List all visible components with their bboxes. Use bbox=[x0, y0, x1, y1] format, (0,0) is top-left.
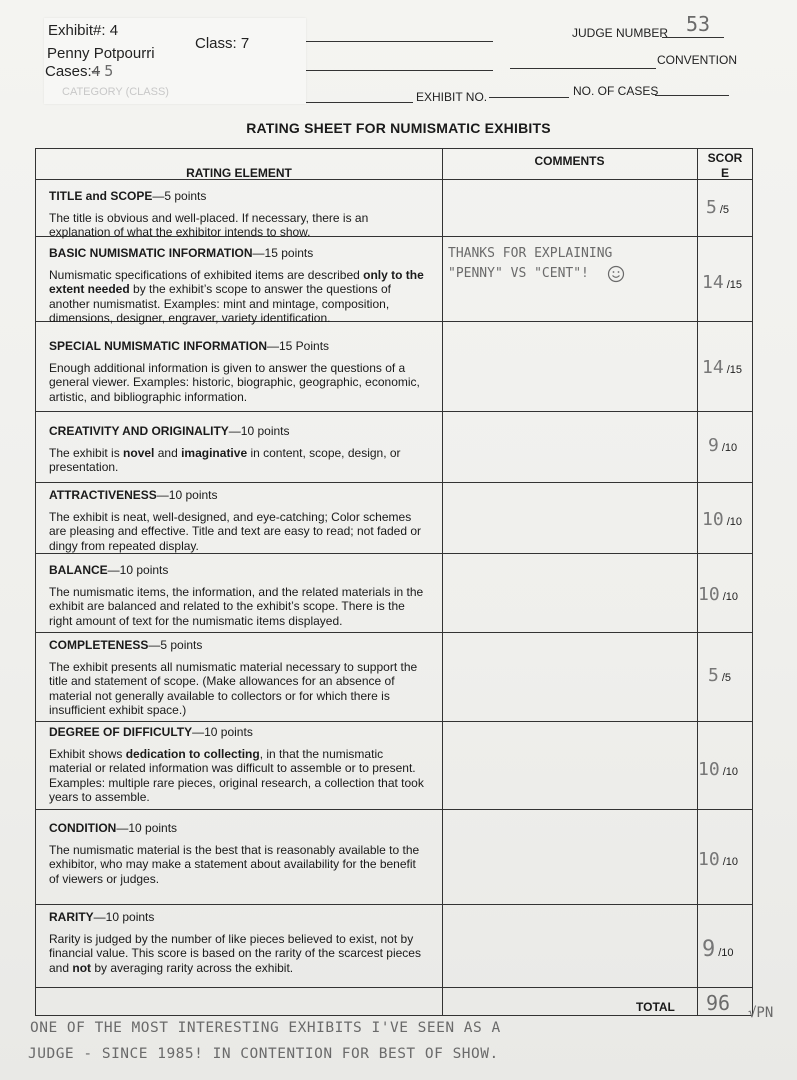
row-points: —10 points bbox=[192, 725, 253, 739]
row-description-cont: , in that the numismatic material or related information was difficult to assemble or to present. Examples: multiple rare pieces, original research, a collection that took years to assemble. bbox=[49, 746, 424, 804]
header-score-2: E bbox=[720, 166, 729, 180]
row-basic-numismatic-information bbox=[49, 246, 429, 326]
row-description: Numismatic specifications of exhibited items are described bbox=[49, 267, 364, 282]
row-description: The exhibit is bbox=[49, 445, 124, 460]
cases-prefix: Cases: bbox=[45, 63, 92, 80]
row-creativity-and-originality bbox=[49, 424, 429, 475]
score-value: 10 bbox=[698, 759, 720, 780]
row-points: —10 points bbox=[228, 424, 290, 438]
cases-crossed-value: 4 bbox=[91, 63, 101, 80]
convention-label: CONVENTION bbox=[657, 53, 738, 67]
score-max: /10 bbox=[726, 516, 742, 528]
row-description: The exhibit presents all numismatic material necessary to support the title and statement of scope. (Make allowances for an absence of material not generally available to collectors or for which there is insufficient exhibit space.) bbox=[49, 659, 418, 717]
row-points: —10 points bbox=[116, 821, 178, 835]
row-title: RARITY bbox=[49, 910, 94, 924]
score-basic-numismatic-information bbox=[702, 272, 742, 293]
exhibit-label-sticker bbox=[44, 18, 306, 104]
judge-footer-comment-line-1: ONE OF THE MOST INTERESTING EXHIBITS I'VE SEEN AS A bbox=[30, 1020, 501, 1036]
score-value: 10 bbox=[702, 509, 724, 530]
rating-table bbox=[35, 148, 753, 1016]
exhibit-class: Class: 7 bbox=[195, 35, 250, 52]
exhibit-no-label: EXHIBIT NO. bbox=[416, 90, 488, 104]
row-points: —5 points bbox=[148, 638, 203, 652]
smiley-face-icon bbox=[607, 265, 625, 283]
score-degree-of-difficulty bbox=[698, 759, 738, 780]
score-special-numismatic-information bbox=[702, 357, 742, 378]
exhibit-number: Exhibit#: 4 bbox=[48, 22, 119, 39]
score-rarity bbox=[702, 937, 734, 962]
row-description-cont: by the exhibit’s scope to answer the questions of another numismatist. Examples: mint and mintage, composition, dimensions, designer, engraver, variety identification. bbox=[49, 282, 391, 325]
no-of-cases-label: NO. OF CASES bbox=[573, 84, 659, 98]
exhibit-no-line bbox=[489, 97, 569, 98]
row-points: —10 points bbox=[93, 910, 155, 924]
score-value: 14 bbox=[702, 272, 724, 293]
header-rating-element: RATING ELEMENT bbox=[186, 166, 292, 180]
score-title-and-scope bbox=[706, 197, 729, 218]
row-title: ATTRACTIVENESS bbox=[49, 488, 157, 502]
score-max: /10 bbox=[722, 766, 738, 778]
row-title: BALANCE bbox=[49, 563, 108, 577]
row-points: —15 points bbox=[252, 246, 314, 260]
row-description-bold: only to the extent needed bbox=[49, 267, 424, 296]
row-title: CONDITION bbox=[49, 821, 117, 835]
row-description-bold: not bbox=[72, 960, 92, 975]
row-title: TITLE and SCOPE bbox=[49, 189, 153, 203]
judge-number-line bbox=[662, 37, 724, 38]
score-max: /10 bbox=[721, 442, 738, 454]
row-points: —10 points bbox=[156, 488, 218, 502]
row-title: CREATIVITY AND ORIGINALITY bbox=[49, 424, 229, 438]
row-description: Rarity is judged by the number of like pieces believed to exist, not by financial value. This score is based on the rarity of the scarcest pieces and bbox=[49, 931, 421, 975]
category-line bbox=[305, 102, 413, 103]
convention-line bbox=[510, 68, 656, 69]
judge-comment-basic-info bbox=[448, 244, 625, 284]
exhibit-title: Penny Potpourri bbox=[47, 45, 155, 62]
row-title: COMPLETENESS bbox=[49, 638, 149, 652]
score-condition bbox=[698, 849, 738, 870]
row-condition bbox=[49, 821, 429, 886]
row-title-and-scope bbox=[49, 189, 429, 240]
row-description-cont: in content, scope, design, or presentation. bbox=[49, 445, 401, 474]
score-max: /5 bbox=[721, 672, 732, 684]
row-description: The title is obvious and well-placed. If necessary, there is an explanation of what the exhibitor intends to show. bbox=[49, 210, 369, 239]
row-description-bold-2: imaginative bbox=[181, 445, 248, 460]
row-attractiveness bbox=[49, 488, 429, 553]
score-max: /5 bbox=[719, 204, 730, 216]
row-rarity bbox=[49, 910, 429, 975]
exhibit-cases bbox=[45, 62, 113, 80]
judge-initials: √PN bbox=[748, 1005, 774, 1021]
score-value: 10 bbox=[698, 849, 720, 870]
row-description: The numismatic items, the information, and the related materials in the exhibit are balanced and related to the exhibit’s scope. There is the right amount of text for the numismatic items displayed. bbox=[49, 584, 424, 628]
header-comments: COMMENTS bbox=[534, 154, 605, 168]
score-value: 5 bbox=[708, 665, 719, 686]
blank-line-1 bbox=[305, 41, 493, 42]
score-value: 5 bbox=[706, 197, 717, 218]
total-score-value: 96 bbox=[706, 991, 731, 1015]
score-max: /15 bbox=[726, 279, 742, 291]
no-of-cases-line bbox=[655, 95, 729, 96]
page-title: RATING SHEET FOR NUMISMATIC EXHIBITS bbox=[246, 120, 551, 136]
score-max: /10 bbox=[722, 856, 738, 868]
row-description-bold-1: novel bbox=[123, 445, 155, 460]
row-description: The numismatic material is the best that is reasonably available to the exhibitor, who may make a statement about availability for the benefit of viewers or judges. bbox=[49, 842, 420, 886]
blank-line-2 bbox=[305, 70, 493, 71]
score-creativity-and-originality bbox=[708, 435, 737, 456]
row-description: Exhibit shows bbox=[49, 746, 126, 761]
row-points: —10 points bbox=[107, 563, 169, 577]
row-points: —15 Points bbox=[267, 339, 330, 353]
total-label: TOTAL bbox=[636, 1000, 675, 1014]
score-balance bbox=[698, 584, 738, 605]
row-description-mid: and bbox=[154, 445, 182, 460]
row-description-bold: dedication to collecting bbox=[125, 746, 260, 761]
score-max: /15 bbox=[726, 364, 742, 376]
comment-line-2: "PENNY" VS "CENT"! bbox=[448, 264, 625, 284]
row-points: —5 points bbox=[152, 189, 207, 203]
row-balance bbox=[49, 563, 429, 628]
row-title: SPECIAL NUMISMATIC INFORMATION bbox=[49, 339, 267, 353]
row-degree-of-difficulty bbox=[49, 725, 429, 805]
row-description-cont: by averaging rarity across the exhibit. bbox=[91, 960, 294, 975]
score-attractiveness bbox=[702, 509, 742, 530]
comment-line-1: THANKS FOR EXPLAINING bbox=[448, 246, 613, 261]
score-value: 9 bbox=[702, 937, 716, 962]
row-description: The exhibit is neat, well-designed, and eye-catching; Color schemes are pleasing and effective. Title and text are easy to read; not faded or dingy from repeated display. bbox=[49, 509, 422, 553]
judge-number-value: 53 bbox=[686, 12, 711, 36]
cases-corrected-value: 5 bbox=[104, 62, 114, 80]
judge-number-label: JUDGE NUMBER bbox=[572, 26, 669, 40]
judge-footer-comment-line-2: JUDGE - SINCE 1985! IN CONTENTION FOR BEST OF SHOW. bbox=[28, 1046, 499, 1062]
score-value: 14 bbox=[702, 357, 724, 378]
column-divider-comments bbox=[442, 149, 443, 1015]
row-special-numismatic-information bbox=[49, 339, 429, 404]
row-title: BASIC NUMISMATIC INFORMATION bbox=[49, 246, 253, 260]
row-completeness bbox=[49, 638, 429, 718]
score-value: 9 bbox=[708, 435, 719, 456]
score-value: 10 bbox=[698, 584, 720, 605]
score-max: /10 bbox=[718, 947, 734, 959]
row-title: DEGREE OF DIFFICULTY bbox=[49, 725, 193, 739]
header-score-1: SCOR bbox=[707, 151, 743, 165]
score-max: /10 bbox=[722, 591, 738, 603]
faded-category-text: CATEGORY (CLASS) bbox=[62, 86, 169, 98]
score-completeness bbox=[708, 665, 731, 686]
column-divider-score bbox=[697, 149, 698, 1015]
row-description: Enough additional information is given to answer the questions of a general viewer. Examples: historic, biographic, geographic, economic, artistic, and bibliographic information. bbox=[49, 360, 420, 404]
